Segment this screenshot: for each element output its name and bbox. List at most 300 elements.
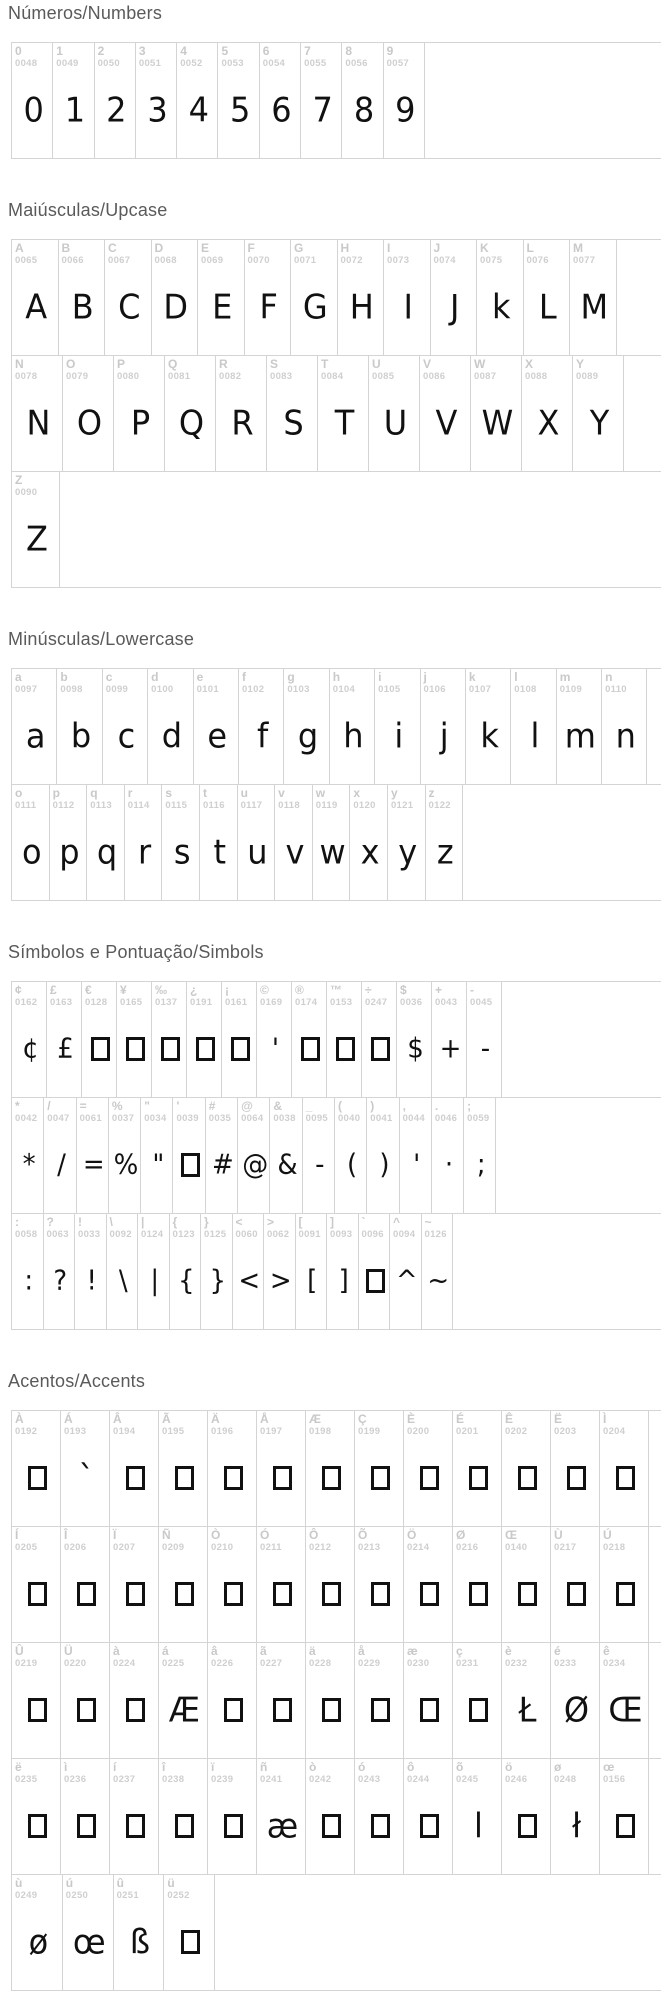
- cell-unicode-code: 0038: [273, 1113, 296, 1124]
- cell-char-label: K: [480, 241, 489, 255]
- glyph-area: [204, 1240, 232, 1329]
- glyph: ): [379, 1148, 390, 1181]
- cell-char-label: f: [241, 670, 246, 684]
- cell-char-label: Ü: [64, 1644, 73, 1658]
- section-title-numbers: Números/Numbers: [8, 3, 163, 23]
- glyph-cell: [12, 669, 57, 784]
- cell-char-label: %: [111, 1099, 123, 1113]
- cell-char-label: r: [127, 786, 133, 800]
- glyph-cell: [12, 785, 50, 900]
- cell-meta: [435, 1100, 463, 1124]
- missing-glyph-box: [224, 1466, 243, 1490]
- cell-unicode-code: 0042: [15, 1113, 38, 1124]
- cell-char-label: ": [144, 1099, 150, 1113]
- glyph-cell: [12, 1098, 44, 1213]
- cell-unicode-code: 0071: [294, 255, 317, 266]
- cell-meta: [525, 358, 572, 382]
- cell-meta: [15, 1529, 60, 1553]
- glyph-area: [435, 1008, 466, 1097]
- glyph: `: [78, 1457, 95, 1498]
- glyph-area: [60, 695, 101, 784]
- cell-meta: [211, 1761, 256, 1785]
- glyph-cell: [12, 1214, 44, 1329]
- cell-unicode-code: 0207: [113, 1542, 136, 1553]
- cell-meta: [209, 1100, 237, 1124]
- glyph-area: [304, 69, 341, 158]
- glyph-area: [236, 1240, 264, 1329]
- glyph: N: [26, 402, 51, 443]
- cell-char-label: c: [105, 670, 113, 684]
- glyph-cell: [471, 356, 522, 471]
- glyph-cell: [44, 1098, 76, 1213]
- glyph: r: [138, 831, 152, 872]
- glyph-area: [554, 1437, 599, 1526]
- cell-char-label: D: [154, 241, 164, 255]
- cell-char-label: 1: [56, 44, 63, 58]
- cell-meta: [358, 1413, 403, 1437]
- cell-char-label: Ô: [309, 1528, 319, 1542]
- glyph-area: [90, 811, 124, 900]
- glyph-area: [270, 382, 317, 471]
- cell-unicode-code: 0226: [211, 1658, 234, 1669]
- cell-unicode-code: 0113: [90, 800, 112, 811]
- glyph: I: [403, 286, 413, 327]
- glyph-cell: [432, 1098, 464, 1213]
- glyph-cell: [384, 43, 425, 158]
- cell-unicode-code: 0211: [260, 1542, 282, 1553]
- cell-unicode-code: 0111: [15, 800, 37, 811]
- cell-char-label: G: [294, 241, 304, 255]
- glyph: z: [436, 831, 454, 872]
- glyph: ': [413, 1148, 421, 1181]
- glyph-area: [295, 1008, 326, 1097]
- glyph: v: [285, 831, 305, 872]
- cell-meta: [287, 671, 328, 695]
- cell-meta: [15, 1216, 43, 1240]
- glyph-area: [47, 1240, 75, 1329]
- glyph-area: [378, 695, 419, 784]
- glyph-cell: [110, 1411, 159, 1526]
- cell-unicode-code: 0102: [241, 684, 265, 695]
- glyph-cell: [208, 1759, 257, 1874]
- cell-meta: [117, 358, 164, 382]
- cell-unicode-code: 0090: [15, 487, 38, 498]
- glyph-area: [309, 1669, 354, 1758]
- glyph-cell: [152, 240, 199, 355]
- cell-meta: [470, 984, 501, 1008]
- glyph: O: [76, 402, 103, 443]
- glyph-area: [15, 1553, 60, 1642]
- cell-meta: [434, 242, 477, 266]
- cell-meta: [260, 1645, 305, 1669]
- cell-meta: [505, 1529, 550, 1553]
- glyph: ]: [338, 1264, 349, 1297]
- cell-char-label: ë: [15, 1760, 22, 1774]
- glyph-area: [267, 1240, 295, 1329]
- glyph-area: [505, 1785, 550, 1874]
- cell-meta: [112, 1100, 140, 1124]
- cell-meta: [267, 1216, 295, 1240]
- cell-meta: [407, 1529, 452, 1553]
- glyph-cell: [12, 1411, 61, 1526]
- cell-char-label: Î: [64, 1528, 68, 1542]
- glyph-area: [15, 1124, 43, 1213]
- cell-unicode-code: 0206: [64, 1542, 87, 1553]
- glyph-cell: [404, 1759, 453, 1874]
- cell-meta: [424, 671, 465, 695]
- glyph-cell: [303, 1098, 335, 1213]
- glyph-cell: [233, 1214, 265, 1329]
- cell-meta: [393, 1216, 421, 1240]
- missing-glyph-box: [371, 1814, 390, 1838]
- cell-unicode-code: 0212: [309, 1542, 332, 1553]
- glyph-cell: [551, 1759, 600, 1874]
- missing-glyph-box: [567, 1582, 586, 1606]
- glyph: \: [118, 1264, 128, 1297]
- cell-meta: [403, 1100, 431, 1124]
- cell-unicode-code: 0076: [526, 255, 549, 266]
- cell-meta: [15, 474, 59, 498]
- cell-char-label: R: [219, 357, 228, 371]
- glyph-area: [554, 1785, 599, 1874]
- glyph-row: [11, 42, 661, 159]
- glyph-cell: [275, 785, 313, 900]
- glyph: -: [480, 1032, 491, 1065]
- cell-meta: [15, 1100, 43, 1124]
- missing-glyph-box: [616, 1466, 635, 1490]
- glyph: +: [439, 1032, 462, 1065]
- glyph-cell: [422, 1214, 454, 1329]
- glyph-area: [15, 1901, 62, 1990]
- cell-unicode-code: 0195: [162, 1426, 185, 1437]
- missing-glyph-box: [175, 1466, 194, 1490]
- glyph-area: [309, 1785, 354, 1874]
- cell-char-label: _: [305, 1099, 313, 1113]
- glyph-area: [50, 1008, 81, 1097]
- cell-unicode-code: 0080: [117, 371, 140, 382]
- missing-glyph-box: [224, 1814, 243, 1838]
- glyph: @: [242, 1148, 269, 1181]
- glyph-cell: [355, 1411, 404, 1526]
- cell-meta: [423, 358, 470, 382]
- cell-meta: [603, 1529, 648, 1553]
- missing-glyph-box: [28, 1582, 47, 1606]
- cell-unicode-code: 0052: [180, 58, 203, 69]
- cell-char-label: Ä: [211, 1412, 220, 1426]
- cell-char-label: ©: [260, 983, 269, 997]
- glyph-area: [358, 1437, 403, 1526]
- glyph-area: [260, 1785, 305, 1874]
- cell-char-label: ä: [309, 1644, 316, 1658]
- glyph-area: [260, 1437, 305, 1526]
- glyph-row: [11, 355, 661, 472]
- glyph-cell: [57, 669, 102, 784]
- cell-char-label: ü: [167, 1876, 175, 1890]
- cell-unicode-code: 0048: [15, 58, 38, 69]
- cell-char-label: >: [267, 1215, 275, 1229]
- glyph: ?: [53, 1264, 68, 1297]
- glyph-area: [425, 1240, 453, 1329]
- cell-meta: [165, 787, 199, 811]
- cell-meta: [387, 242, 430, 266]
- cell-meta: [456, 1529, 501, 1553]
- glyph-cell: [12, 1643, 61, 1758]
- character-map-page: [8, 2, 661, 1991]
- glyph-cell: [551, 1643, 600, 1758]
- cell-unicode-code: 0089: [576, 371, 599, 382]
- cell-unicode-code: 0137: [155, 997, 178, 1008]
- cell-unicode-code: 0088: [525, 371, 548, 382]
- glyph-cell: [61, 1527, 110, 1642]
- cell-meta: [576, 358, 623, 382]
- glyph-cell: [355, 1527, 404, 1642]
- glyph: =: [82, 1148, 105, 1181]
- cell-meta: [306, 1100, 334, 1124]
- cell-unicode-code: 0217: [554, 1542, 577, 1553]
- missing-glyph-box: [161, 1037, 180, 1061]
- cell-meta: [47, 1100, 75, 1124]
- cell-meta: [120, 984, 151, 1008]
- cell-meta: [338, 1100, 366, 1124]
- glyph-area: [603, 1785, 648, 1874]
- cell-unicode-code: 0198: [309, 1426, 332, 1437]
- glyph: X: [537, 402, 560, 443]
- glyph-cell: [388, 785, 426, 900]
- cell-char-label: W: [474, 357, 486, 371]
- cell-meta: [66, 1877, 113, 1901]
- glyph-area: [480, 266, 523, 355]
- cell-unicode-code: 0247: [365, 997, 388, 1008]
- cell-meta: [270, 358, 317, 382]
- glyph-area: [387, 266, 430, 355]
- glyph: ^: [395, 1264, 418, 1297]
- glyph-cell: [467, 982, 502, 1097]
- glyph-cell: [551, 1411, 600, 1526]
- cell-char-label: V: [423, 357, 432, 371]
- glyph: x: [360, 831, 380, 872]
- cell-char-label: ¡: [225, 983, 229, 997]
- missing-glyph-box: [366, 1269, 385, 1293]
- cell-meta: [113, 1645, 158, 1669]
- cell-meta: [278, 787, 312, 811]
- cell-unicode-code: 0101: [196, 684, 219, 695]
- cell-unicode-code: 0069: [201, 255, 224, 266]
- glyph-cell: [600, 1527, 649, 1642]
- glyph-cell: [87, 785, 125, 900]
- glyph-cell: [260, 43, 301, 158]
- cell-unicode-code: 0112: [52, 800, 75, 811]
- glyph: H: [349, 286, 374, 327]
- cell-unicode-code: 0074: [433, 255, 456, 266]
- glyph: /: [57, 1148, 66, 1181]
- glyph-area: [260, 1008, 291, 1097]
- glyph-cell: [110, 1759, 159, 1874]
- glyph-area: [434, 266, 477, 355]
- missing-glyph-box: [28, 1698, 47, 1722]
- cell-unicode-code: 0229: [358, 1658, 381, 1669]
- cell-char-label: à: [113, 1644, 120, 1658]
- cell-meta: [554, 1529, 599, 1553]
- glyph-area: [211, 1669, 256, 1758]
- missing-glyph-box: [518, 1582, 537, 1606]
- glyph: 1: [64, 89, 86, 130]
- cell-char-label: N: [15, 357, 24, 371]
- glyph-area: [113, 1553, 158, 1642]
- glyph-area: [316, 811, 350, 900]
- glyph-cell: [257, 1411, 306, 1526]
- cell-char-label: ¥: [120, 983, 127, 997]
- cell-char-label: *: [15, 1099, 20, 1113]
- glyph-cell: [600, 1643, 649, 1758]
- cell-unicode-code: 0204: [603, 1426, 626, 1437]
- cell-unicode-code: 0061: [79, 1113, 102, 1124]
- cell-meta: [162, 1529, 207, 1553]
- glyph-area: [120, 1008, 151, 1097]
- glyph-area: [98, 69, 135, 158]
- cell-meta: [435, 984, 466, 1008]
- glyph: 5: [229, 89, 251, 130]
- cell-char-label: M: [573, 241, 583, 255]
- glyph: æ: [266, 1805, 299, 1846]
- cell-char-label: Z: [15, 473, 23, 487]
- cell-char-label: z: [428, 786, 435, 800]
- glyph-area: [219, 382, 266, 471]
- glyph-cell: [291, 240, 338, 355]
- glyph-cell: [404, 1527, 453, 1642]
- cell-meta: [407, 1413, 452, 1437]
- glyph-area: [403, 1124, 431, 1213]
- cell-meta: [304, 45, 341, 69]
- glyph-row: [11, 784, 661, 901]
- glyph: p: [59, 831, 80, 872]
- glyph-area: [353, 811, 387, 900]
- cell-char-label: ¢: [15, 983, 22, 997]
- glyph-area: [470, 1008, 501, 1097]
- missing-glyph-box: [336, 1037, 355, 1061]
- cell-meta: [321, 358, 368, 382]
- cell-meta: [50, 984, 81, 1008]
- glyph-cell: [342, 43, 383, 158]
- cell-char-label: X: [525, 357, 534, 371]
- cell-unicode-code: 0062: [267, 1229, 290, 1240]
- glyph: Æ: [168, 1689, 201, 1730]
- cell-unicode-code: 0086: [423, 371, 446, 382]
- glyph-cell: [306, 1527, 355, 1642]
- cell-char-label: #: [208, 1099, 216, 1113]
- glyph: #: [212, 1148, 234, 1181]
- glyph-cell: [177, 43, 218, 158]
- glyph-area: [330, 1008, 361, 1097]
- cell-unicode-code: 0237: [113, 1774, 136, 1785]
- cell-unicode-code: 0232: [505, 1658, 528, 1669]
- glyph-cell: [12, 472, 60, 587]
- glyph-area: [15, 382, 62, 471]
- missing-glyph-box: [126, 1037, 145, 1061]
- glyph-area: [64, 1437, 109, 1526]
- glyph-cell: [551, 1527, 600, 1642]
- missing-glyph-box: [322, 1582, 341, 1606]
- glyph-area: [424, 695, 465, 784]
- glyph-area: [514, 695, 555, 784]
- cell-unicode-code: 0092: [109, 1229, 132, 1240]
- cell-unicode-code: 0161: [225, 997, 248, 1008]
- missing-glyph-box: [469, 1466, 488, 1490]
- glyph-cell: [117, 982, 152, 1097]
- glyph-area: [474, 382, 521, 471]
- glyph-cell: [522, 356, 573, 471]
- glyph-area: [505, 1669, 550, 1758]
- cell-char-label: ,: [402, 1099, 406, 1113]
- glyph-row: [11, 981, 661, 1098]
- cell-char-label: ó: [358, 1760, 366, 1774]
- glyph-cell: [61, 1759, 110, 1874]
- glyph: e: [207, 715, 228, 756]
- cell-meta: [203, 787, 237, 811]
- glyph-cell: [12, 1759, 61, 1874]
- glyph-area: [201, 266, 244, 355]
- cell-char-label: Ó: [260, 1528, 270, 1542]
- glyph-cell: [136, 43, 177, 158]
- glyph-area: [341, 266, 384, 355]
- cell-char-label: ?: [46, 1215, 54, 1229]
- cell-char-label: ¿: [190, 983, 198, 997]
- glyph-area: [151, 695, 192, 784]
- cell-meta: [90, 787, 124, 811]
- cell-char-label: ã: [260, 1644, 267, 1658]
- glyph-cell: [103, 669, 148, 784]
- glyph: m: [564, 715, 596, 756]
- glyph-cell: [159, 1759, 208, 1874]
- glyph-cell: [208, 1643, 257, 1758]
- glyph: S: [283, 402, 304, 443]
- glyph-area: [330, 1240, 358, 1329]
- glyph-area: [242, 695, 283, 784]
- glyph-area: [106, 695, 147, 784]
- cell-meta: [378, 671, 419, 695]
- cell-unicode-code: 0118: [278, 800, 300, 811]
- cell-unicode-code: 0051: [138, 58, 162, 69]
- glyph-area: [338, 1124, 366, 1213]
- cell-unicode-code: 0087: [474, 371, 497, 382]
- glyph: ': [271, 1032, 280, 1065]
- cell-char-label: +: [435, 983, 443, 997]
- glyph-cell: [359, 1214, 391, 1329]
- glyph: C: [118, 286, 141, 327]
- glyph-cell: [264, 1214, 296, 1329]
- glyph-area: [110, 1240, 138, 1329]
- cell-meta: [341, 242, 384, 266]
- cell-unicode-code: 0163: [50, 997, 73, 1008]
- cell-unicode-code: 0162: [15, 997, 38, 1008]
- missing-glyph-box: [420, 1698, 439, 1722]
- missing-glyph-box: [196, 1037, 215, 1061]
- glyph-cell: [367, 1098, 399, 1213]
- cell-unicode-code: 0246: [505, 1774, 528, 1785]
- cell-char-label: Ú: [603, 1528, 612, 1542]
- glyph-area: [309, 1553, 354, 1642]
- glyph-area: [173, 1240, 201, 1329]
- glyph-cell: [201, 1214, 233, 1329]
- cell-char-label: Œ: [505, 1528, 517, 1542]
- glyph: J: [450, 286, 460, 327]
- glyph: 7: [312, 89, 333, 130]
- glyph-area: [78, 1240, 106, 1329]
- glyph-area: [362, 1240, 390, 1329]
- glyph-cell: [110, 1643, 159, 1758]
- cell-meta: [505, 1413, 550, 1437]
- glyph-area: [554, 1669, 599, 1758]
- cell-char-label: Ò: [211, 1528, 221, 1542]
